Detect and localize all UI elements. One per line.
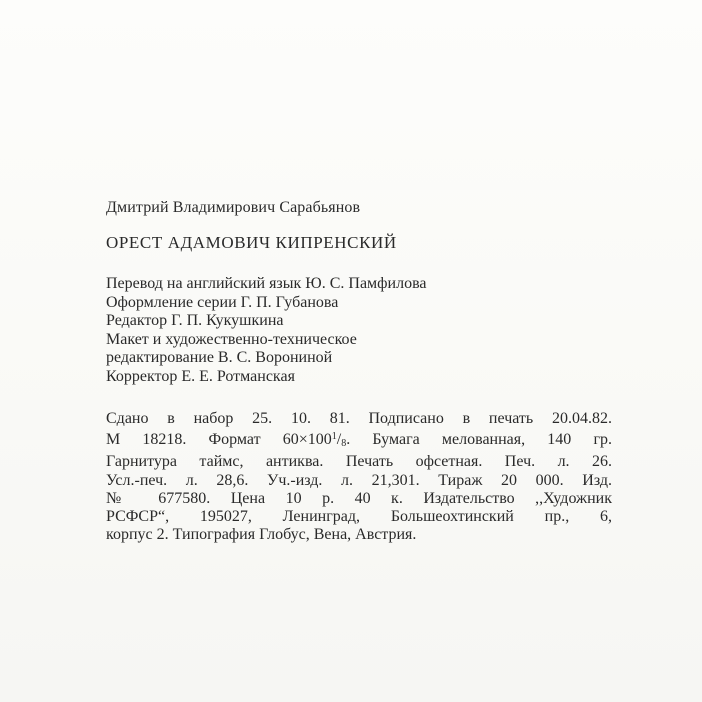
imprint-line-typeface: Гарнитура таймс, антиква. Печать офсетная. Печ. л. 26. [106, 453, 612, 471]
credits-block [106, 275, 612, 387]
imprint-line-dates: Сдано в набор 25. 10. 81. Подписано в печать 20.04.82. [106, 410, 612, 427]
author-name: Дмитрий Владимирович Сарабьянов [106, 199, 361, 216]
format-fraction-numerator: 1 [331, 431, 337, 443]
imprint-paper-text: . Бумага мелованная, 140 гр. [346, 431, 613, 449]
credit-series-design: Оформление серии Г. П. Губанова [106, 293, 339, 311]
imprint-line-price: № 677580. Цена 10 р. 40 к. Издательство ,,Художник [106, 489, 612, 507]
credit-proofreader: Корректор Е. Е. Ротманская [106, 367, 295, 385]
imprint-line-printer: корпус 2. Типография Глобус, Вена, Австрия. [106, 526, 417, 544]
credit-layout: Макет и художественно-техническое [106, 330, 357, 348]
imprint-format-text: М 18218. Формат 60×100 [106, 431, 332, 449]
credit-translator: Перевод на английский язык Ю. С. Памфилова [106, 275, 427, 292]
imprint-line-sheets: Усл.-печ. л. 28,6. Уч.-изд. л. 21,301. Тираж 20 000. Изд. [106, 471, 612, 489]
credit-editor: Редактор Г. П. Кукушкина [106, 312, 284, 330]
format-fraction-denominator: 8 [341, 438, 347, 450]
format-fraction-slash: / [336, 431, 342, 449]
imprint-line-format [106, 428, 612, 453]
book-title: ОРЕСТ АДАМОВИЧ КИПРЕНСКИЙ [106, 233, 397, 252]
imprint-line-address: РСФСР“, 195027, Ленинград, Большеохтинский пр., 6, [106, 508, 612, 526]
credit-technical-editing: редактирование В. С. Ворониной [106, 349, 333, 367]
imprint-block [106, 410, 612, 544]
